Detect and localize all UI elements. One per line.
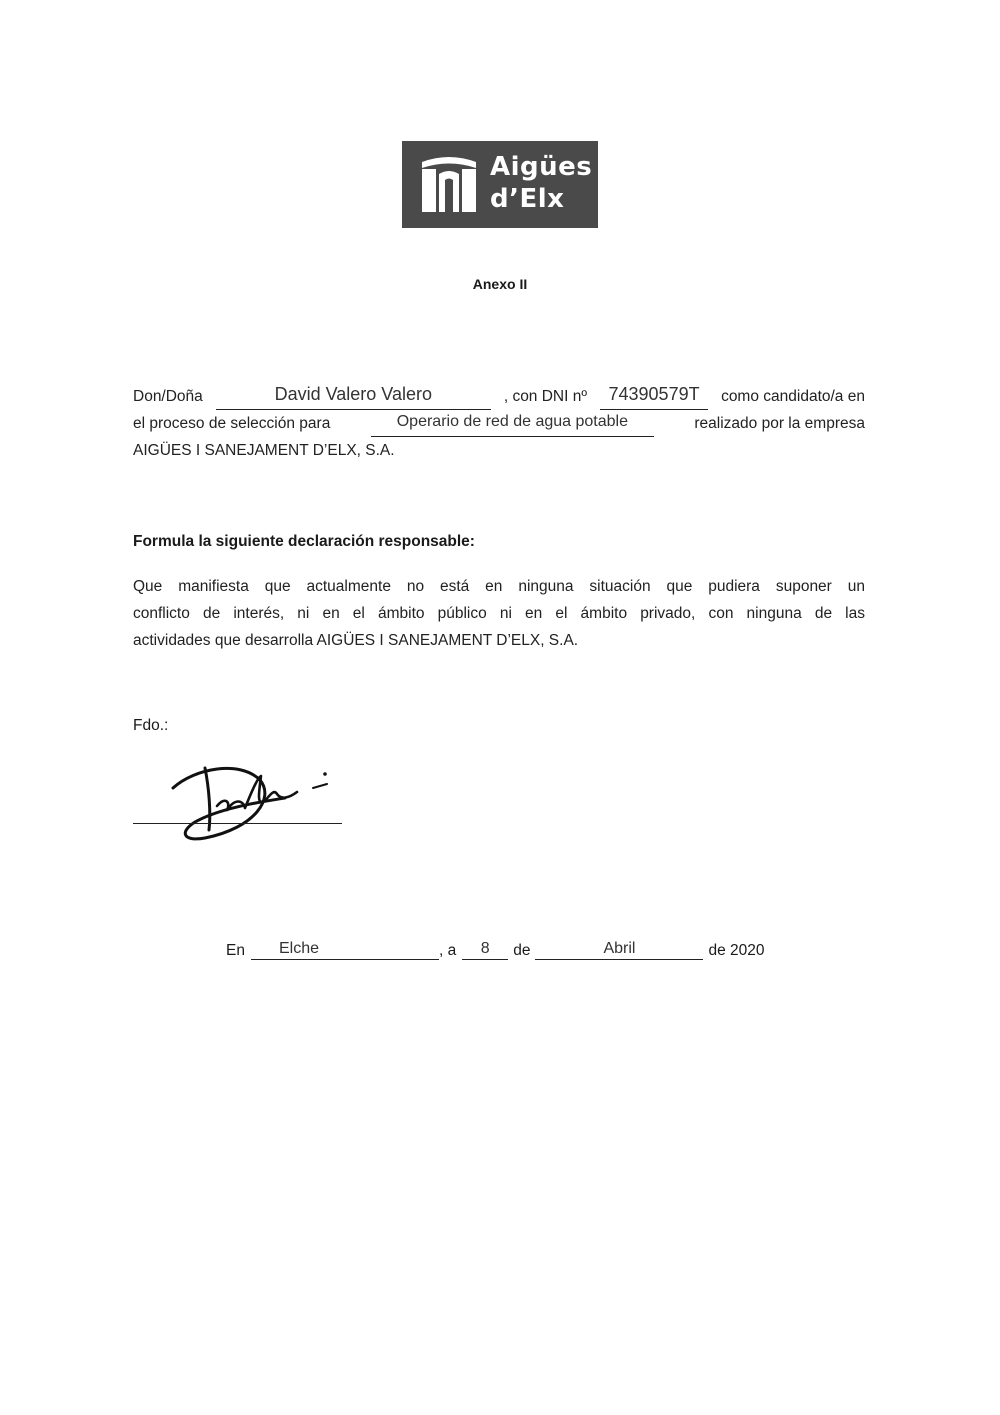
prefix-label: Don/Doña [133, 388, 203, 405]
name-field [216, 384, 491, 410]
declaration-line-2 [133, 600, 865, 627]
dni-label: , con DNI nº [503, 388, 588, 405]
month-field [535, 939, 703, 960]
company-label: realizado por la empresa [694, 415, 865, 432]
declaration-text-3: actividades que desarrolla AIGÜES I SANEJAMENT D’ELX, S.A. [133, 632, 579, 649]
dni-value: 74390579T [608, 384, 700, 404]
dni-field [600, 384, 708, 410]
candidate-line-2 [133, 410, 865, 437]
candidate-paragraph [133, 383, 865, 464]
day-value: 8 [480, 940, 490, 957]
aigues-delx-logo [402, 141, 598, 228]
month-value: Abril [603, 940, 636, 957]
candidate-name: David Valero Valero [274, 384, 433, 404]
position-value: Operario de red de agua potable [396, 413, 628, 430]
city-value: Elche [278, 940, 319, 957]
declaration-heading: Formula la siguiente declaración responsable: [133, 533, 475, 550]
de-label: de [513, 942, 531, 959]
selection-label: el proceso de selección para [133, 415, 331, 432]
candidate-suffix: como candidato/a en [721, 388, 865, 405]
date-place-line [226, 933, 764, 960]
year-text: de 2020 [708, 942, 765, 959]
day-field [462, 939, 508, 960]
city-field [251, 939, 439, 960]
position-field [371, 413, 654, 437]
candidate-line-1 [133, 383, 865, 410]
declaration-text-2: conflicto de interés, ni en el ámbito público ni en el ámbito privado, con ninguna de las [133, 605, 865, 622]
signature-line [133, 823, 342, 824]
logo-line-1: Aigües [490, 152, 593, 182]
a-label: , a [438, 942, 457, 959]
document-title: Anexo II [472, 276, 528, 292]
company-name: AIGÜES I SANEJAMENT D’ELX, S.A. [133, 442, 395, 459]
arch-logo-icon [418, 154, 480, 214]
declaration-text-1: Que manifiesta que actualmente no está en ninguna situación que pudiera suponer un [133, 578, 865, 595]
logo-line-2: d’Elx [490, 184, 565, 214]
declaration-line-3 [133, 627, 865, 654]
candidate-line-3 [133, 437, 865, 464]
handwritten-signature [165, 758, 345, 848]
signature-label: Fdo.: [133, 717, 169, 734]
declaration-paragraph [133, 573, 865, 654]
declaration-line-1 [133, 573, 865, 600]
en-label: En [226, 942, 245, 959]
